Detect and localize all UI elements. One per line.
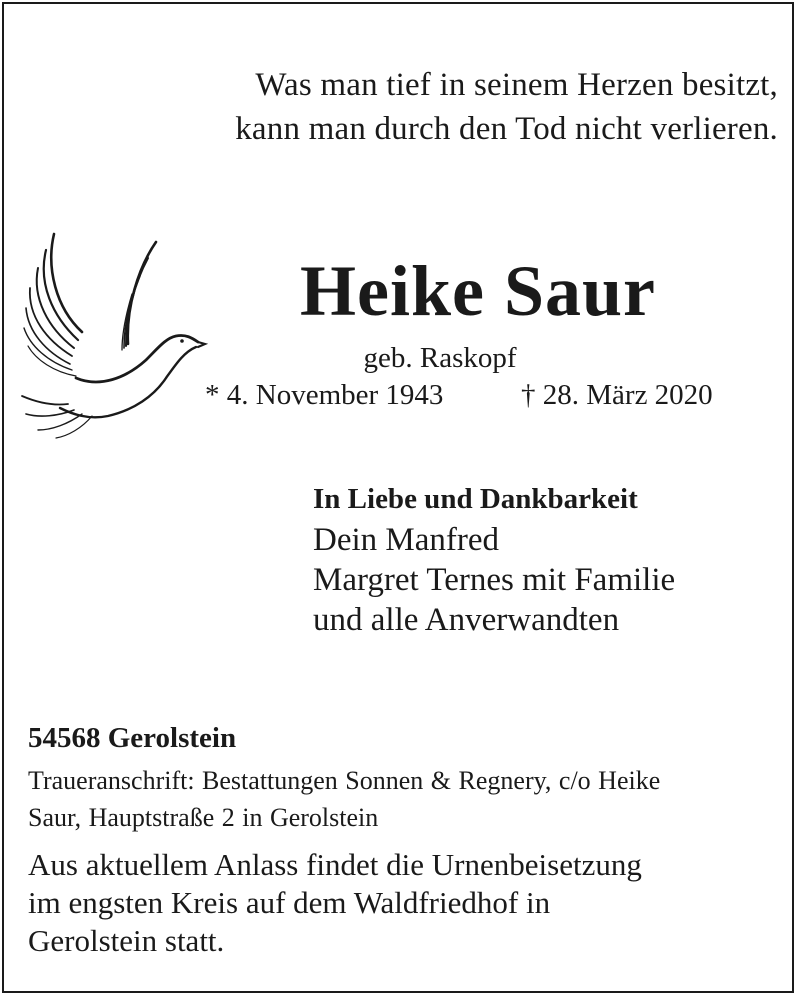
mourner-name: Margret Ternes mit Familie — [313, 562, 676, 598]
mourner-name: Dein Manfred — [313, 522, 500, 558]
quote-line-2: kann man durch den Tod nicht verlieren. — [235, 111, 778, 147]
maiden-name: geb. Raskopf — [363, 342, 517, 374]
deceased-name: Heike Saur — [299, 251, 656, 331]
death-date: † 28. März 2020 — [521, 379, 713, 411]
notice-line-1: Aus aktuellem Anlass findet die Urnenbeisetzung — [28, 847, 642, 882]
address-line-1: Traueranschrift: Bestattungen Sonnen & Regnery, c/o Heike — [28, 766, 661, 795]
burial-notice — [28, 846, 788, 960]
location-heading: 54568 Gerolstein — [28, 722, 237, 754]
notice-line-2: im engsten Kreis auf dem Waldfriedhof in — [28, 885, 551, 920]
mourners-block — [313, 478, 783, 640]
memorial-quote — [78, 63, 778, 151]
dove-icon — [16, 228, 208, 446]
gratitude-heading: In Liebe und Dankbarkeit — [313, 483, 638, 515]
quote-line-1: Was man tief in seinem Herzen besitzt, — [255, 67, 778, 103]
notice-line-3: Gerolstein statt. — [28, 923, 225, 958]
mourner-name: und alle Anverwandten — [313, 602, 620, 638]
mourning-address — [28, 762, 798, 836]
address-line-2: Saur, Hauptstraße 2 in Gerolstein — [28, 803, 379, 832]
birth-date: * 4. November 1943 — [205, 379, 444, 411]
